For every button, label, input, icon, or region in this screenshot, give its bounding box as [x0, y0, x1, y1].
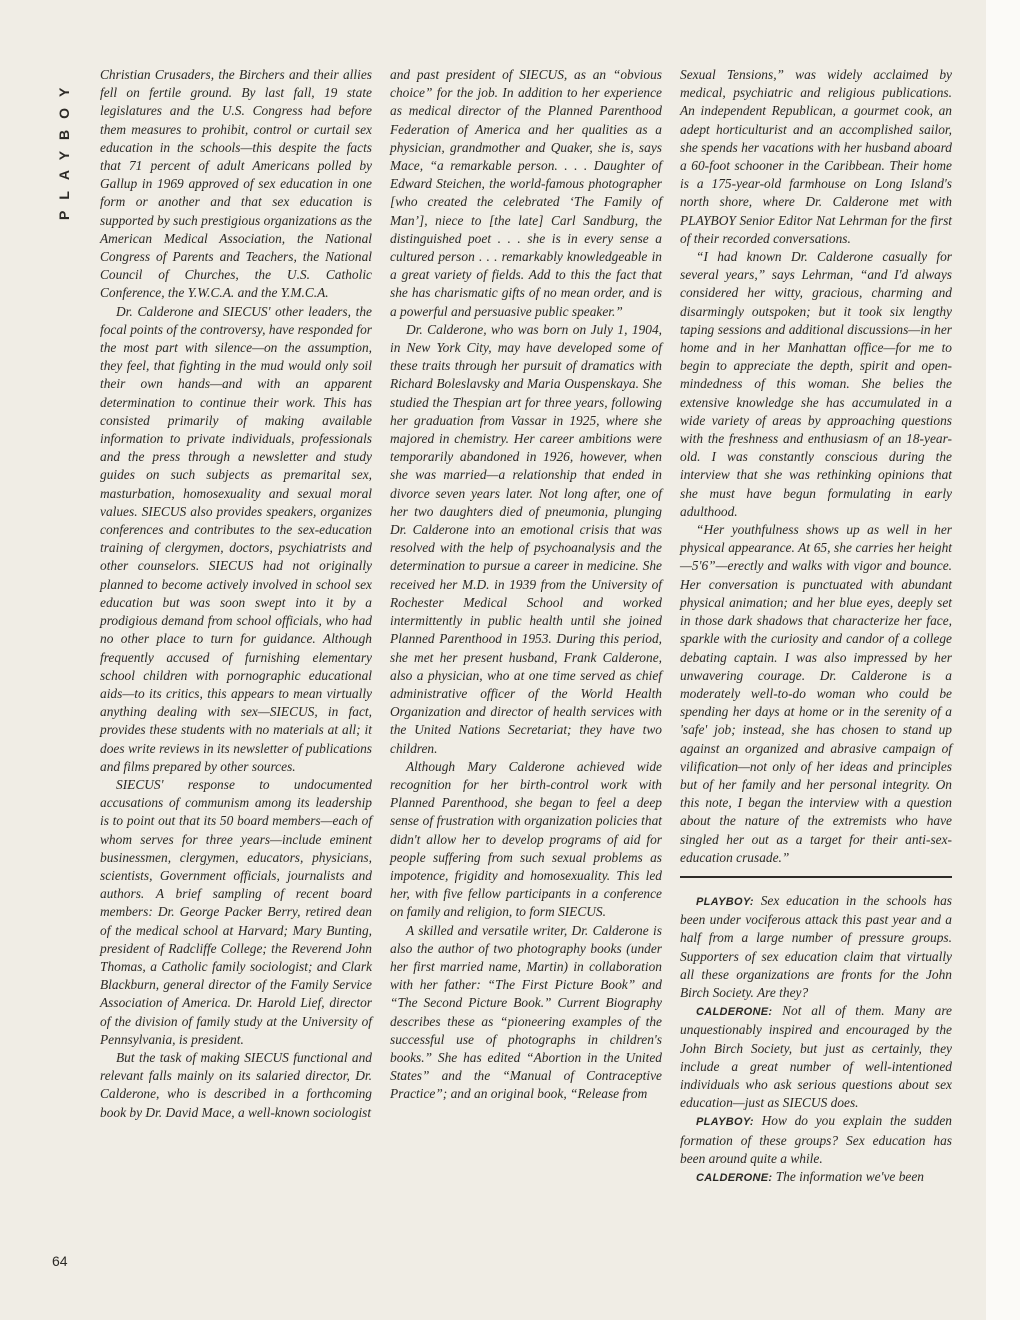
- interview-exchange: [680, 1168, 952, 1187]
- paragraph: Although Mary Calderone achieved wide recognition for her birth-control work with Planned Parenthood, she began to feel a deep sense of frustration with organization policies that didn't allow her to develop programs of aid for people suffering from such sexual problems as impotence, frigidity and homosexuality. This led her, with five fellow participants in a conference on family and religion, to form SIECUS.: [390, 758, 662, 920]
- interview-exchange: [680, 1002, 952, 1112]
- speaker-label: PLAYBOY:: [696, 895, 754, 908]
- interview-text: Sex education in the schools has been under vociferous attack this past year and a half from a large number of pressure groups. Supporters of sex education claim that virtually all these organizations are fronts for the John Birch Society. Are they?: [680, 892, 952, 1000]
- column-2: [390, 66, 662, 1104]
- speaker-label: PLAYBOY:: [696, 1116, 754, 1129]
- interview-text: How do you explain the sudden formation of these groups? Sex education has been around quite a while.: [680, 1113, 952, 1166]
- paragraph: Dr. Calderone and SIECUS' other leaders, the focal points of the controversy, have responded for the most part with silence—on the assumption, they feel, that fighting in the mud would only soil their own hands—and with an apparent determination to continue their work. This has consisted primarily of making available information to private individuals, professionals and the press through a newsletter and study guides on such subjects as premarital sex, masturbation, homosexuality and sexual moral values. SIECUS also provides speakers, organizes conferences and contributes to the sex-education training of clergymen, doctors, psychiatrists and other counselors. SIECUS had not originally planned to become actively involved in school sex education but was soon swept into it by a prodigious demand from school officials, who had no other place to turn for guidance. Although frequently accused of furnishing elementary school children with pornographic educational aids—to its critics, this appears to mean virtually anything dealing with sex—SIECUS, in fact, provides these students with no materials at all; it does write reviews in its newsletter of publications and films prepared by other sources.: [100, 303, 372, 774]
- page-number: 64: [52, 1253, 68, 1269]
- page-edge: [986, 0, 1020, 1320]
- interview-exchange: [680, 1112, 952, 1168]
- column-3: [680, 66, 952, 1187]
- column-1: [100, 66, 372, 1122]
- paragraph: SIECUS' response to undocumented accusations of communism among its leadership is to point out that its 50 board members—each of whom serves for three years—include eminent businessmen, clergymen, educators, physicians, scientists, Government officials, journalists and authors. A brief sampling of recent board members: Dr. George Packer Berry, retired dean of the medical school at Harvard; Mary Bunting, president of Radcliffe College; the Reverend John Thomas, a Catholic family sociologist; and Clark Blackburn, general director of the Family Service Association of America. Dr. Harold Lief, director of the division of family study at the University of Pennsylvania, is president.: [100, 776, 372, 1047]
- section-divider: [680, 876, 952, 878]
- masthead-text: PLAYBOY: [56, 76, 72, 220]
- paragraph: and past president of SIECUS, as an “obvious choice” for the job. In addition to her experience as medical director of the Planned Parenthood Federation of America and her qualities as a physician, grandmother and Quaker, she is, says Mace, “a remarkable person. . . . Daughter of Edward Steichen, the world-famous photographer [who created the celebrated ‘The Family of Man’], niece to [the late] Carl Sandburg, the distinguished poet . . . she is in every sense a cultured person . . . remarkably knowledgeable in a great variety of fields. Add to this the fact that she has charismatic gifts of no mean order, and is a powerful and persuasive public speaker.”: [390, 67, 662, 319]
- paragraph: Christian Crusaders, the Birchers and their allies fell on fertile ground. By last fall, 19 state legislatures and the U.S. Congress had before them measures to prohibit, control or curtail sex education in the schools—this despite the facts that 71 percent of adult Americans polled by Gallup in 1969 approved of sex education in one form or another and that sex education is supported by such prestigious organizations as the American Medical Association, the National Congress of Parents and Teachers, the National Council of Churches, the U.S. Catholic Conference, the Y.W.C.A. and the Y.M.C.A.: [100, 67, 372, 301]
- speaker-label: CALDERONE:: [696, 1171, 773, 1184]
- paragraph: “Her youthfulness shows up as well in her physical appearance. At 65, she carries her height—5'6”—erectly and walks with vigor and bounce. Her conversation is punctuated with abundant physical animation; and her blue eyes, deeply set in those dark shadows that characterize her face, sparkle with the curiosity and candor of a college debating captain. I was also impressed by her unwavering courage. Dr. Calderone is a moderately well-to-do woman who could be spending her days at home or in the serenity of a 'safe' job; instead, she has chosen to stand up against an organized and abrasive campaign of vilification—not only of her ideas and principles but of her family and her personal integrity. On this note, I began the interview with a question about the nature of the extremists who have singled her out as a target for their anti-sex-education crusade.”: [680, 522, 952, 865]
- speaker-label: CALDERONE:: [696, 1006, 773, 1019]
- paragraph: Dr. Calderone, who was born on July 1, 1904, in New York City, may have developed some of these traits through her pursuit of dramatics with Richard Boleslavsky and Maria Ouspenskaya. She studied the Thespian art for three years, following her graduation from Vassar in 1925, where she majored in chemistry. Her career ambitions were temporarily abandoned in 1926, however, when she was married—a relationship that ended in divorce seven years later. Not long after, one of her two daughters died of pneumonia, plunging Dr. Calderone into an emotional crisis that was resolved with the help of psychoanalysis and the determination to pursue a career in medicine. She received her M.D. in 1939 from the University of Rochester Medical School and worked intermittently in public health until she joined Planned Parenthood in 1953. During this period, she met her present husband, Frank Calderone, also a physician, who at one time served as chief administrative officer of the World Health Organization and director of health services with the United Nations Secretariat; they have two children.: [390, 321, 662, 756]
- interview-text: Not all of them. Many are unquestionably inspired and encouraged by the John Birch Society, but just as certainly, they include a great number of well-intentioned individuals who ask serious questions about sex education—just as SIECUS does.: [680, 1003, 952, 1111]
- masthead-vertical: [50, 70, 78, 250]
- paragraph: Sexual Tensions,” was widely acclaimed by medical, psychiatric and religious publications. An independent Republican, a gourmet cook, an adept horticulturist and an accomplished sailor, she spends her vacations with her husband aboard a 60-foot schooner in the Caribbean. Their home is a 175-year-old farmhouse on Long Island's north shore, where Dr. Calderone met with PLAYBOY Senior Editor Nat Lehrman for the first of their recorded conversations.: [680, 67, 952, 246]
- interview-exchange: [680, 892, 952, 1002]
- paragraph: A skilled and versatile writer, Dr. Calderone is also the author of two photography books (under her first married name, Martin) in collaboration with her father: “The First Picture Book” and “The Second Picture Book.” Current Biography describes these as “pioneering examples of the successful use of photographs in children's books.” She has edited “Abortion in the United States” and the “Manual of Contraceptive Practice”; and an original book, “Release from: [390, 922, 662, 1102]
- interview-text: The information we've been: [775, 1168, 924, 1184]
- paragraph: But the task of making SIECUS functional and relevant falls mainly on its salaried director, Dr. Calderone, who is described in a forthcoming book by Dr. David Mace, a well-known sociologist: [100, 1049, 372, 1120]
- paragraph: “I had known Dr. Calderone casually for several years,” says Lehrman, “and I'd always considered her witty, gracious, charming and disarmingly outspoken; but it took six lengthy taping sessions and additional discussions—in her home and in her Manhattan office—for me to begin to appreciate the depth, spirit and open-mindedness of this woman. She belies the extensive knowledge she has accumulated in a wide variety of areas by approaching questions with the freshness and enthusiasm of an 18-year-old. I was constantly conscious during the interview that she was rethinking opinions that she must have begun formulating in early adulthood.: [680, 249, 952, 519]
